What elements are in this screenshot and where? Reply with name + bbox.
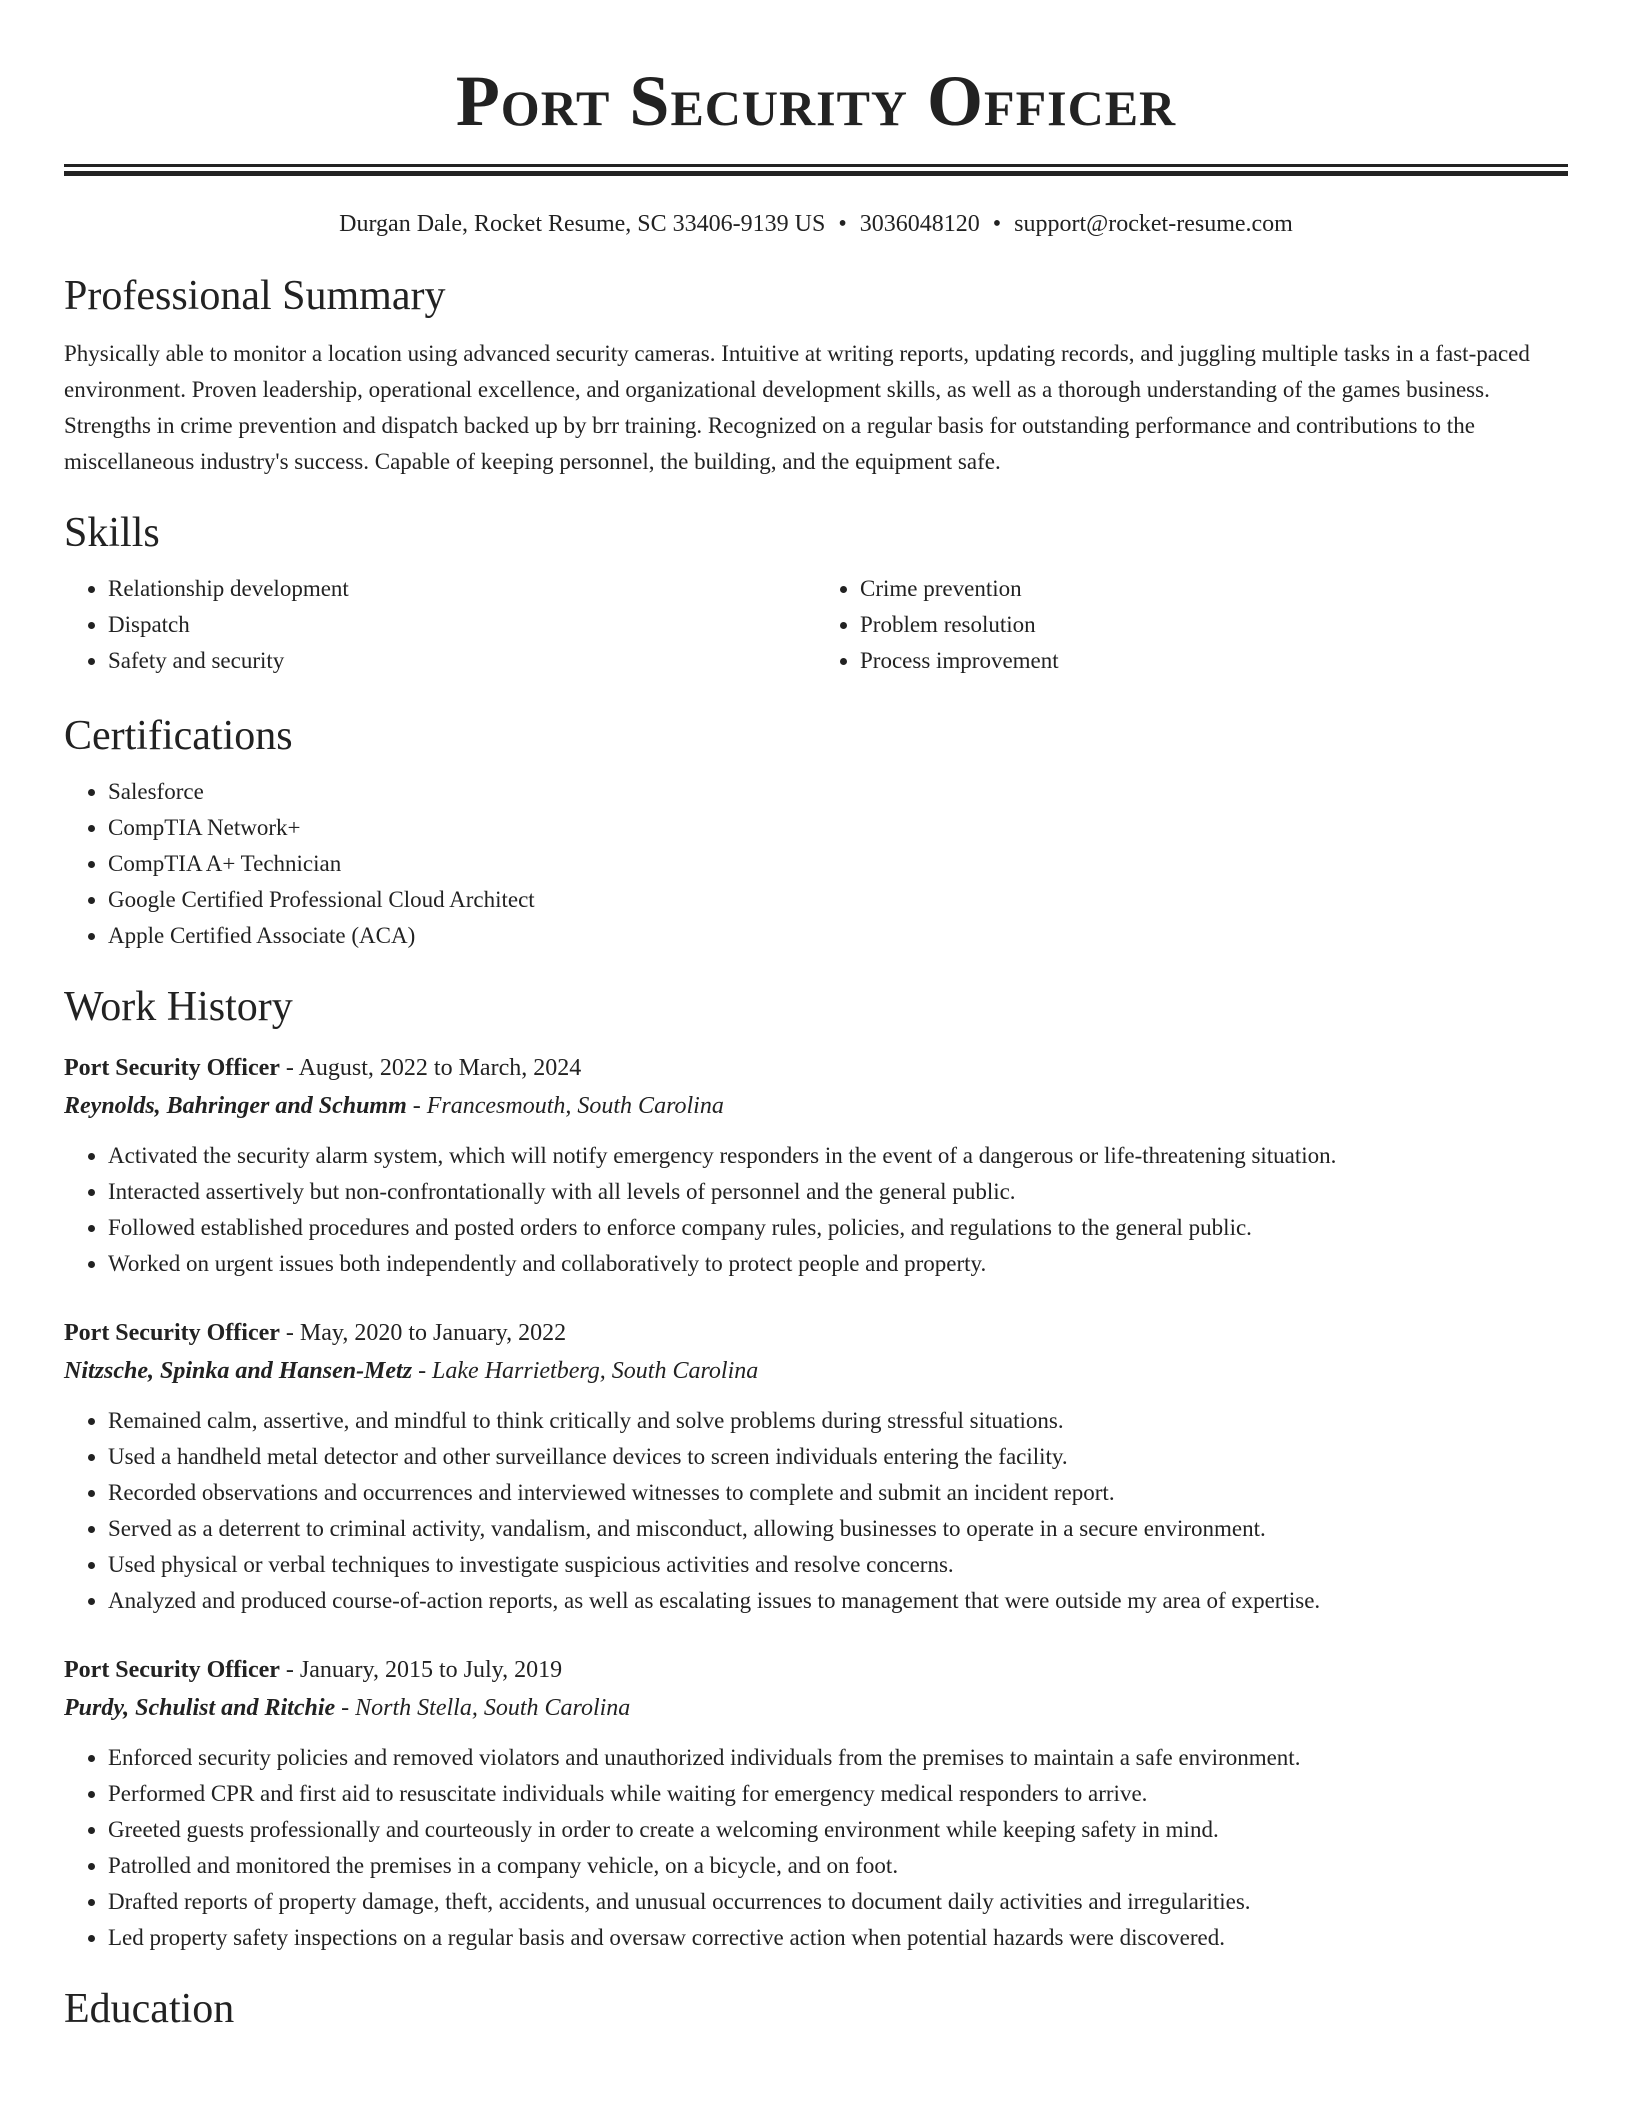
job-bullet: • Activated the security alarm system, which will notify emergency responders in the event of a dangerous or life-threatening situation. <box>108 1138 1568 1174</box>
job-header <box>64 1314 1568 1352</box>
title-rule-bottom <box>64 171 1568 176</box>
job-bullet: • Recorded observations and occurrences and interviewed witnesses to complete and submit an incident report. <box>108 1475 1568 1511</box>
job-title: Port Security Officer <box>64 1320 280 1346</box>
job-entry <box>64 1651 1568 1956</box>
job-bullets <box>64 1138 1568 1282</box>
summary-section <box>64 271 1568 480</box>
skills-heading: Skills <box>64 510 160 556</box>
education-heading: Education <box>64 1986 235 2032</box>
skill-item: • Dispatch <box>108 607 816 643</box>
certifications-heading: Certifications <box>64 713 293 759</box>
skill-item: • Relationship development <box>108 571 816 607</box>
contact-phone: 3036048120 <box>859 211 980 237</box>
certification-item: • Apple Certified Associate (ACA) <box>108 918 1568 954</box>
certification-item: • Google Certified Professional Cloud Architect <box>108 882 1568 918</box>
job-bullet: • Remained calm, assertive, and mindful to think critically and solve problems during stressful situations. <box>108 1403 1568 1439</box>
job-location: - Lake Harrietberg, South Carolina <box>412 1358 759 1384</box>
certification-item: • CompTIA Network+ <box>108 810 1568 846</box>
certification-item: • Salesforce <box>108 774 1568 810</box>
job-employer <box>64 1352 1568 1390</box>
job-bullet: • Used a handheld metal detector and other surveillance devices to screen individuals entering the facility. <box>108 1439 1568 1475</box>
job-dates: - August, 2022 to March, 2024 <box>279 1055 582 1081</box>
job-bullet: • Worked on urgent issues both independently and collaboratively to protect people and property. <box>108 1246 1568 1282</box>
certifications-list <box>64 774 1568 954</box>
skill-item: • Process improvement <box>860 643 1568 679</box>
job-title: Port Security Officer <box>64 1055 280 1081</box>
job-header <box>64 1651 1568 1689</box>
job-bullets <box>64 1403 1568 1619</box>
job-bullet: • Interacted assertively but non-confrontationally with all levels of personnel and the general public. <box>108 1174 1568 1210</box>
summary-heading: Professional Summary <box>64 273 446 319</box>
job-bullet: • Served as a deterrent to criminal activity, vandalism, and misconduct, allowing businesses to operate in a secure environment. <box>108 1511 1568 1547</box>
job-bullet: • Drafted reports of property damage, theft, accidents, and unusual occurrences to document daily activities and irregularities. <box>108 1884 1568 1920</box>
job-bullet: • Enforced security policies and removed violators and unauthorized individuals from the premises to maintain a safe environment. <box>108 1740 1568 1776</box>
job-company: Reynolds, Bahringer and Schumm <box>64 1093 407 1119</box>
job-entry <box>64 1049 1568 1282</box>
contact-line <box>64 209 1568 239</box>
job-company: Nitzsche, Spinka and Hansen-Metz <box>64 1358 413 1384</box>
certification-item: • CompTIA A+ Technician <box>108 846 1568 882</box>
skills-columns <box>64 571 1568 679</box>
job-bullet: • Greeted guests professionally and courteously in order to create a welcoming environment while keeping safety in mind. <box>108 1812 1568 1848</box>
job-bullet: • Used physical or verbal techniques to investigate suspicious activities and resolve concerns. <box>108 1547 1568 1583</box>
job-dates: - January, 2015 to July, 2019 <box>279 1657 563 1683</box>
title-rule-top <box>64 164 1568 167</box>
job-bullet: • Patrolled and monitored the premises in a company vehicle, on a bicycle, and on foot. <box>108 1848 1568 1884</box>
job-bullet: • Followed established procedures and posted orders to enforce company rules, policies, and regulations to the general public. <box>108 1210 1568 1246</box>
contact-separator: • <box>992 211 1002 237</box>
skill-item: • Problem resolution <box>860 607 1568 643</box>
contact-email: support@rocket-resume.com <box>1014 211 1293 237</box>
skill-item: • Safety and security <box>108 643 816 679</box>
skills-list-left <box>64 571 816 679</box>
education-section <box>64 1984 1568 2034</box>
job-bullet: • Performed CPR and first aid to resuscitate individuals while waiting for emergency medical responders to arrive. <box>108 1776 1568 1812</box>
work-history-heading: Work History <box>64 984 293 1030</box>
job-location: - North Stella, South Carolina <box>335 1695 631 1721</box>
job-employer <box>64 1087 1568 1125</box>
job-dates: - May, 2020 to January, 2022 <box>279 1320 567 1346</box>
job-title: Port Security Officer <box>64 1657 280 1683</box>
job-location: - Francesmouth, South Carolina <box>406 1093 724 1119</box>
job-entry <box>64 1314 1568 1619</box>
certifications-section <box>64 711 1568 954</box>
job-employer <box>64 1689 1568 1727</box>
resume-page <box>64 0 1568 2034</box>
job-bullet: • Analyzed and produced course-of-action reports, as well as escalating issues to management that were outside my area of expertise. <box>108 1583 1568 1619</box>
job-bullets <box>64 1740 1568 1956</box>
work-history-section <box>64 982 1568 1956</box>
skills-list-right <box>816 571 1568 679</box>
job-header <box>64 1049 1568 1087</box>
resume-title: Port Security Officer <box>455 61 1177 141</box>
job-bullet: • Led property safety inspections on a regular basis and oversaw corrective action when potential hazards were discovered. <box>108 1920 1568 1956</box>
contact-address: Durgan Dale, Rocket Resume, SC 33406-9139 US <box>339 211 826 237</box>
skill-item: • Crime prevention <box>860 571 1568 607</box>
skills-section <box>64 508 1568 679</box>
contact-separator: • <box>838 211 847 237</box>
summary-text: Physically able to monitor a location using advanced security cameras. Intuitive at writing reports, updating records, and juggling multiple tasks in a fast-paced environment. Proven leadership, operational excellence, and organizational development skills, as well as a thorough understanding of the games business. Strengths in crime prevention and dispatch backed up by brr training. Recognized on a regular basis for outstanding performance and contributions to the miscellaneous industry's success. Capable of keeping personnel, the building, and the equipment safe. <box>64 341 1530 474</box>
job-company: Purdy, Schulist and Ritchie <box>64 1695 336 1721</box>
